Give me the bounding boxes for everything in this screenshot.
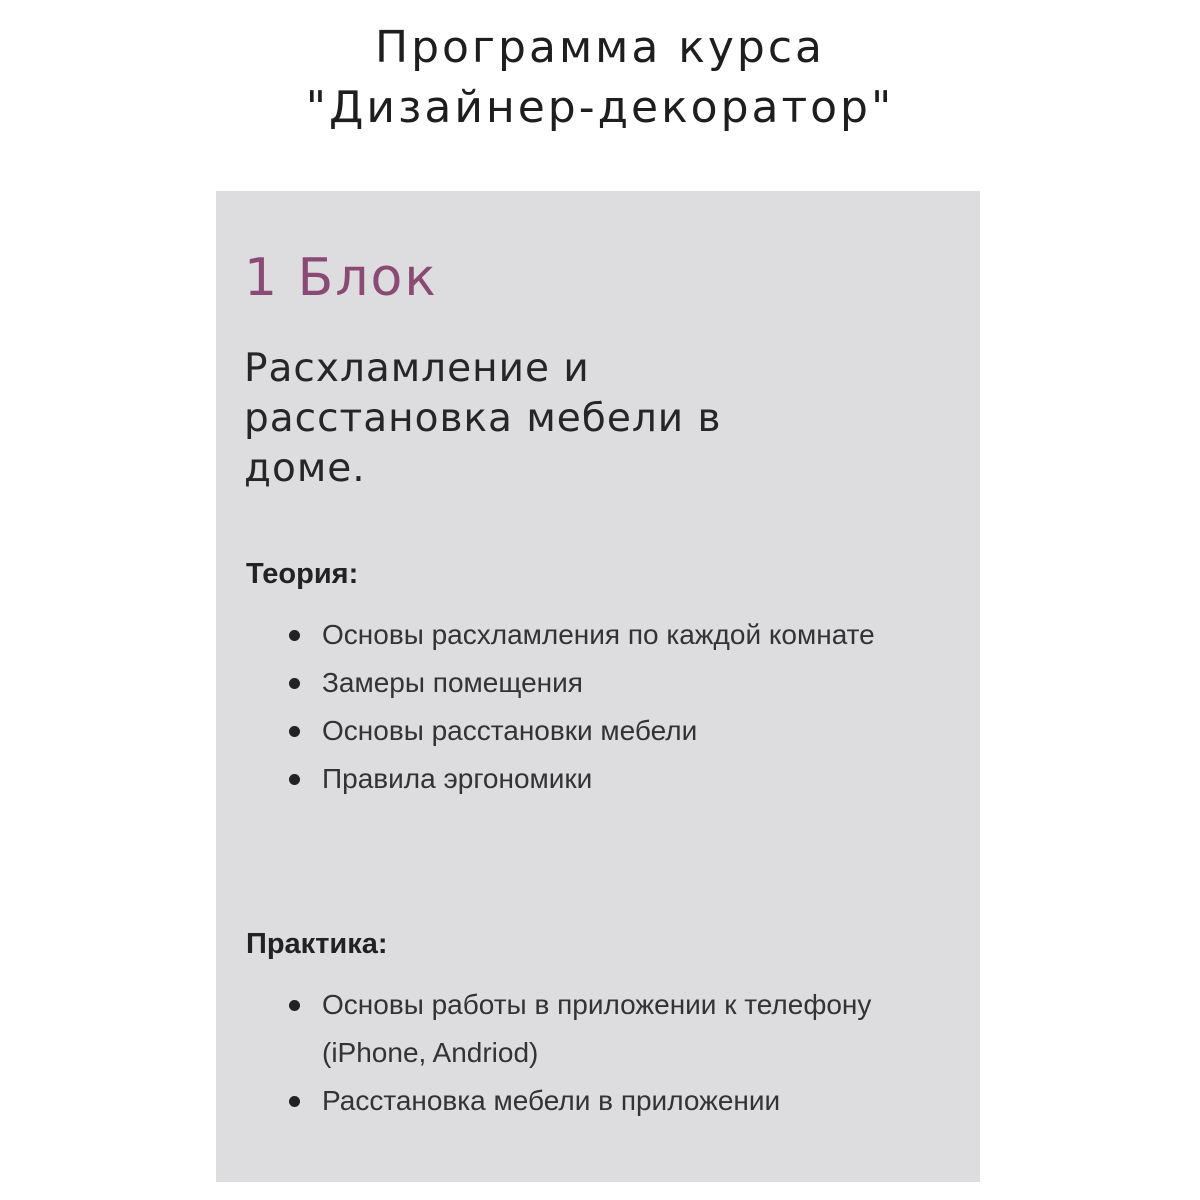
bullet-icon <box>289 774 300 785</box>
practice-heading: Практика: <box>246 928 388 960</box>
theory-list-item <box>216 755 916 803</box>
practice-list-item <box>216 981 916 1077</box>
theory-list-item <box>216 707 916 755</box>
bullet-icon <box>289 1096 300 1107</box>
theory-list-item <box>216 659 916 707</box>
bullet-icon <box>289 630 300 641</box>
page-title-line-1: Программа курса <box>375 22 825 73</box>
block-number-heading: 1 Блок <box>244 248 438 308</box>
bullet-icon <box>289 1000 300 1011</box>
theory-list <box>216 611 916 803</box>
course-block-card <box>216 191 980 1182</box>
page-title-line-2: "Дизайнер-декоратор" <box>305 82 895 133</box>
practice-item-text: Основы работы в приложении к телефону (iPhone, Andriod) <box>322 989 872 1068</box>
theory-item-text: Основы расстановки мебели <box>322 715 698 746</box>
theory-item-text: Правила эргономики <box>322 763 593 794</box>
block-topic: Расхламление и расстановка мебели в доме. <box>244 346 722 491</box>
page-title <box>0 18 1200 138</box>
practice-list-item <box>216 1077 916 1125</box>
theory-heading: Теория: <box>246 558 359 590</box>
bullet-icon <box>289 678 300 689</box>
practice-list <box>216 981 916 1125</box>
theory-item-text: Основы расхламления по каждой комнате <box>322 619 875 650</box>
practice-item-text: Расстановка мебели в приложении <box>322 1085 781 1116</box>
bullet-icon <box>289 726 300 737</box>
theory-list-item <box>216 611 916 659</box>
theory-item-text: Замеры помещения <box>322 667 583 698</box>
